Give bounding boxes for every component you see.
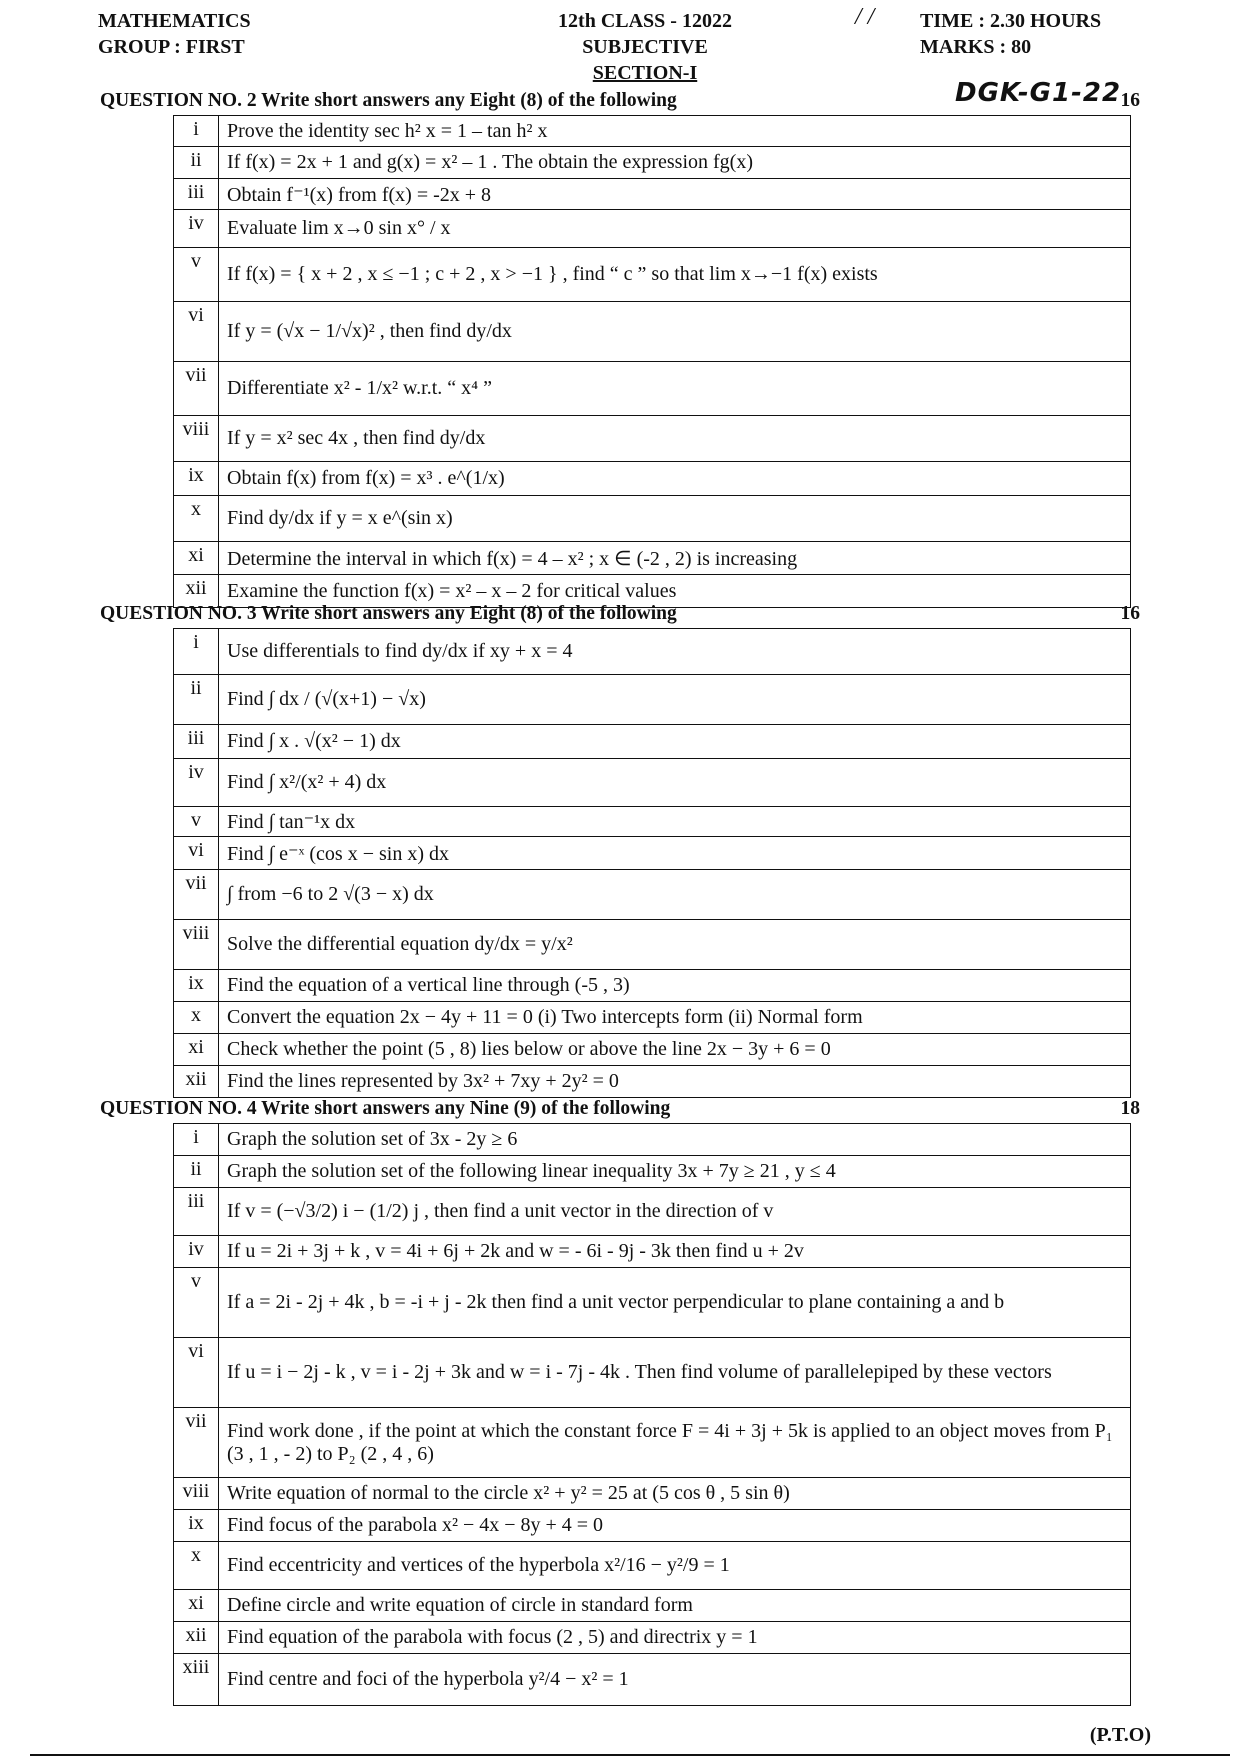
question-number: xiii [174,1654,219,1706]
question-text: ∫ from −6 to 2 √(3 − x) dx [219,870,1131,920]
class-line: 12th CLASS - 12022 [558,10,732,32]
q4-heading [100,1096,1140,1122]
q2-heading [100,78,1140,114]
question-row [174,1542,1131,1590]
question-row [174,870,1131,920]
question-row [174,1268,1131,1338]
question-number: iv [174,210,219,248]
question-number: x [174,1002,219,1034]
question-number: viii [174,1478,219,1510]
question-row [174,179,1131,210]
question-text: Examine the function f(x) = x² – x – 2 for critical values [219,575,1131,608]
question-text: Convert the equation 2x − 4y + 11 = 0 (i) Two intercepts form (ii) Normal form [219,1002,1131,1034]
question-text: Find equation of the parabola with focus (2 , 5) and directrix y = 1 [219,1622,1131,1654]
question-text: Find focus of the parabola x² − 4x − 8y + 4 = 0 [219,1510,1131,1542]
question-number: xi [174,542,219,575]
question-number: v [174,248,219,302]
question-number: xii [174,575,219,608]
question-number: ii [174,675,219,725]
question-number: xii [174,1066,219,1098]
group-label: GROUP : FIRST [98,36,245,58]
question-number: vi [174,837,219,870]
time-label: TIME : 2.30 HOURS [920,10,1102,32]
question-text: If u = i − 2j - k , v = i - 2j + 3k and w = i - 7j - 4k . Then find volume of parallelepiped by these vectors [219,1338,1131,1408]
question-number: v [174,807,219,837]
question-row [174,542,1131,575]
question-text: Graph the solution set of 3x - 2y ≥ 6 [219,1124,1131,1156]
question-row [174,1338,1131,1408]
question-number: ii [174,147,219,179]
question-row [174,416,1131,462]
question-row [174,837,1131,870]
question-text: Find centre and foci of the hyperbola y²/4 − x² = 1 [219,1654,1131,1706]
question-text: Obtain f(x) from f(x) = x³ . e^(1/x) [219,462,1131,496]
question-number: v [174,1268,219,1338]
question-row [174,496,1131,542]
question-text: Find eccentricity and vertices of the hyperbola x²/16 − y²/9 = 1 [219,1542,1131,1590]
question-text: If y = (√x − 1/√x)² , then find dy/dx [219,302,1131,362]
question-row [174,1156,1131,1188]
question-number: xii [174,1622,219,1654]
question-text: Find the lines represented by 3x² + 7xy + 2y² = 0 [219,1066,1131,1098]
question-number: vii [174,1408,219,1478]
question-text: If y = x² sec 4x , then find dy/dx [219,416,1131,462]
question-text: Obtain f⁻¹(x) from f(x) = -2x + 8 [219,179,1131,210]
header-right [920,8,1101,60]
q3-heading [100,601,1140,627]
question-text: If a = 2i - 2j + 4k , b = -i + j - 2k then find a unit vector perpendicular to plane containing a and b [219,1268,1131,1338]
question-text: Define circle and write equation of circle in standard form [219,1590,1131,1622]
question-text: Differentiate x² - 1/x² w.r.t. “ x⁴ ” [219,362,1131,416]
question-number: i [174,116,219,147]
question-row [174,1622,1131,1654]
question-text: Use differentials to find dy/dx if xy + x = 4 [219,629,1131,675]
question-text: Determine the interval in which f(x) = 4 – x² ; x ∈ (-2 , 2) is increasing [219,542,1131,575]
question-row [174,1002,1131,1034]
question-row [174,1510,1131,1542]
q2-heading-text: QUESTION NO. 2 Write short answers any Eight (8) of the following [100,90,677,111]
question-text: Find ∫ x . √(x² − 1) dx [219,725,1131,759]
q2-table [173,115,1131,608]
question-row [174,1034,1131,1066]
question-row [174,116,1131,147]
question-row [174,1654,1131,1706]
q2-marks: 16 [1120,90,1140,111]
marks-label: MARKS : 80 [920,36,1032,58]
question-text: Find ∫ dx / (√(x+1) − √x) [219,675,1131,725]
question-number: viii [174,416,219,462]
handwritten-code: DGK-G1-22 [955,78,1122,108]
question-text: Find ∫ tan⁻¹x dx [219,807,1131,837]
question-row [174,1408,1131,1478]
question-row [174,147,1131,179]
bottom-rule [30,1754,1230,1756]
question-row [174,759,1131,807]
question-row [174,1478,1131,1510]
question-number: viii [174,920,219,970]
question-text: Prove the identity sec h² x = 1 – tan h² x [219,116,1131,147]
question-number: x [174,496,219,542]
question-text: If f(x) = 2x + 1 and g(x) = x² – 1 . The obtain the expression fg(x) [219,147,1131,179]
handwritten-tick: / / [855,4,875,30]
question-number: ix [174,970,219,1002]
question-text: Find the equation of a vertical line through (-5 , 3) [219,970,1131,1002]
question-number: i [174,629,219,675]
question-row [174,1236,1131,1268]
question-text: Find ∫ x²/(x² + 4) dx [219,759,1131,807]
subject-title: MATHEMATICS [98,10,251,32]
question-number: ix [174,462,219,496]
question-text: If f(x) = { x + 2 , x ≤ −1 ; c + 2 , x > −1 } , find “ c ” so that lim x→−1 f(x) exists [219,248,1131,302]
question-number: ii [174,1156,219,1188]
question-row [174,629,1131,675]
question-number: iii [174,179,219,210]
question-row [174,807,1131,837]
question-row [174,675,1131,725]
question-number: iv [174,1236,219,1268]
question-number: ix [174,1510,219,1542]
question-text: Graph the solution set of the following linear inequality 3x + 7y ≥ 21 , y ≤ 4 [219,1156,1131,1188]
question-number: vii [174,362,219,416]
question-text: Find work done , if the point at which the constant force F = 4i + 3j + 5k is applied to an object moves from P₁ (3 , 1 , - 2) to P₂ (2 , 4 , 6) [219,1408,1131,1478]
question-text: Find dy/dx if y = x e^(sin x) [219,496,1131,542]
question-number: vi [174,302,219,362]
q3-heading-text: QUESTION NO. 3 Write short answers any Eight (8) of the following [100,603,677,624]
q4-table [173,1123,1131,1706]
question-row [174,920,1131,970]
question-row [174,248,1131,302]
paper-type: SUBJECTIVE [582,36,708,58]
header-center [530,8,760,86]
question-number: i [174,1124,219,1156]
question-number: iv [174,759,219,807]
question-row [174,725,1131,759]
question-text: Find ∫ e⁻ˣ (cos x − sin x) dx [219,837,1131,870]
question-row [174,302,1131,362]
question-number: iii [174,725,219,759]
pto-label: (P.T.O) [1089,1724,1151,1746]
question-row [174,1590,1131,1622]
question-number: xi [174,1590,219,1622]
q4-marks: 18 [1120,1098,1140,1119]
question-row [174,1188,1131,1236]
question-number: vi [174,1338,219,1408]
question-text: Check whether the point (5 , 8) lies below or above the line 2x − 3y + 6 = 0 [219,1034,1131,1066]
question-row [174,1124,1131,1156]
question-row [174,1066,1131,1098]
question-text: Write equation of normal to the circle x² + y² = 25 at (5 cos θ , 5 sin θ) [219,1478,1131,1510]
q3-table [173,628,1131,1098]
question-text: If v = (−√3/2) i − (1/2) j , then find a unit vector in the direction of v [219,1188,1131,1236]
q4-heading-text: QUESTION NO. 4 Write short answers any Nine (9) of the following [100,1098,671,1119]
question-row [174,210,1131,248]
question-row [174,362,1131,416]
question-row [174,462,1131,496]
question-text: Evaluate lim x→0 sin x° / x [219,210,1131,248]
question-text: Solve the differential equation dy/dx = y/x² [219,920,1131,970]
question-text: If u = 2i + 3j + k , v = 4i + 6j + 2k and w = - 6i - 9j - 3k then find u + 2v [219,1236,1131,1268]
question-number: xi [174,1034,219,1066]
section-title: SECTION-I [592,62,698,84]
q3-marks: 16 [1120,603,1140,624]
question-number: x [174,1542,219,1590]
question-number: iii [174,1188,219,1236]
header-left [98,8,251,60]
question-number: vii [174,870,219,920]
question-row [174,970,1131,1002]
